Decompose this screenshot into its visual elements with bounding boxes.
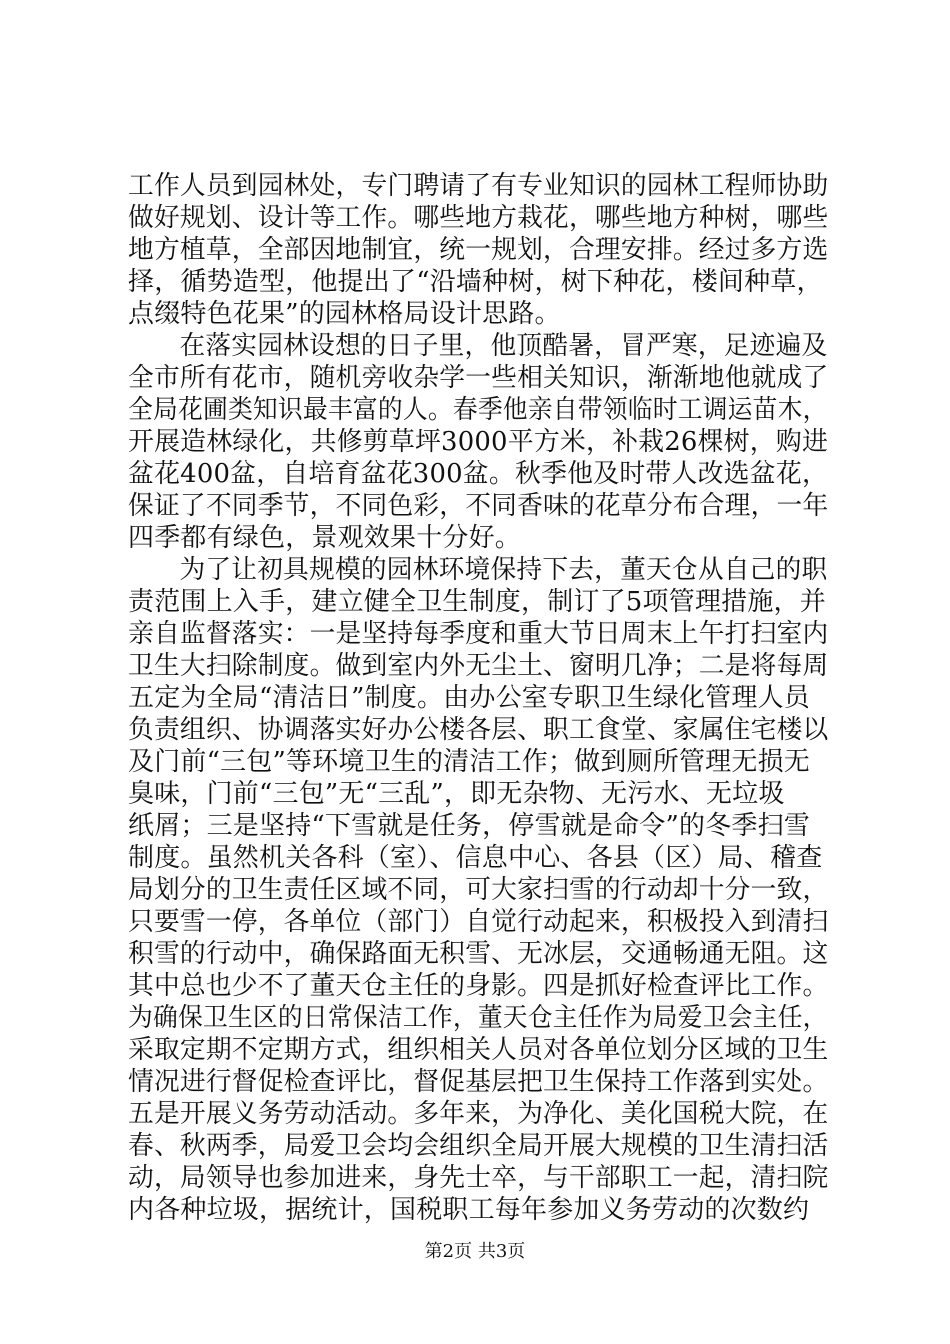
text-line: 卫生大扫除制度。做到室内外无尘土、窗明几净；二是将每周 bbox=[128, 651, 829, 681]
text-line: 只要雪一停，各单位（部门）自觉行动起来，积极投入到清扫 bbox=[128, 907, 829, 937]
text-line: 臭味，门前“三包”无“三乱”，即无杂物、无污水、无垃圾 bbox=[128, 779, 785, 809]
text-line: 地方植草，全部因地制宜，统一规划，合理安排。经过多方选 bbox=[128, 235, 829, 265]
text-line: 负责组织、协调落实好办公楼各层、职工食堂、家属住宅楼以 bbox=[128, 715, 829, 745]
text-line: 责范围上入手，建立健全卫生制度，制订了5项管理措施，并 bbox=[128, 587, 826, 617]
text-line: 情况进行督促检查评比，督促基层把卫生保持工作落到实处。 bbox=[128, 1067, 829, 1097]
text-line: 及门前“三包”等环境卫生的清洁工作；做到厕所管理无损无 bbox=[128, 747, 810, 777]
text-line: 内各种垃圾，据统计，国税职工每年参加义务劳动的次数约 bbox=[128, 1195, 810, 1225]
text-line: 纸屑；三是坚持“下雪就是任务，停雪就是命令”的冬季扫雪 bbox=[128, 811, 810, 841]
text-line: 局划分的卫生责任区域不同，可大家扫雪的行动却十分一致， bbox=[128, 875, 829, 905]
text-line: 工作人员到园林处，专门聘请了有专业知识的园林工程师协助 bbox=[128, 171, 829, 201]
text-line: 亲自监督落实：一是坚持每季度和重大节日周末上午打扫室内 bbox=[128, 619, 829, 649]
text-line: 全局花圃类知识最丰富的人。春季他亲自带领临时工调运苗木， bbox=[128, 395, 828, 425]
text-line: 盆花400盆，自培育盆花300盆。秋季他及时带人改选盆花， bbox=[128, 459, 829, 489]
text-line: 为了让初具规模的园林环境保持下去，董天仓从自己的职 bbox=[179, 555, 828, 585]
body-text bbox=[128, 170, 828, 1226]
text-line: 开展造林绿化，共修剪草坪3000平方米，补栽26棵树，购进 bbox=[128, 427, 829, 457]
text-line: 在落实园林设想的日子里，他顶酷暑，冒严寒，足迹遍及 bbox=[179, 331, 828, 361]
text-line: 动，局领导也参加进来，身先士卒，与干部职工一起，清扫院 bbox=[128, 1163, 829, 1193]
text-line: 积雪的行动中，确保路面无积雪、无冰层，交通畅通无阻。这 bbox=[128, 939, 829, 969]
text-line: 择，循势造型，他提出了“沿墙种树，树下种花，楼间种草， bbox=[128, 267, 823, 297]
text-line: 四季都有绿色，景观效果十分好。 bbox=[128, 523, 522, 553]
text-line: 春、秋两季，局爱卫会均会组织全局开展大规模的卫生清扫活 bbox=[128, 1131, 829, 1161]
text-line: 保证了不同季节，不同色彩，不同香味的花草分布合理，一年 bbox=[128, 491, 829, 521]
text-line: 为确保卫生区的日常保洁工作，董天仓主任作为局爱卫会主任， bbox=[128, 1003, 828, 1033]
text-line: 做好规划、设计等工作。哪些地方栽花，哪些地方种树，哪些 bbox=[128, 203, 829, 233]
text-line: 五定为全局“清洁日”制度。由办公室专职卫生绿化管理人员 bbox=[128, 683, 810, 713]
text-line: 采取定期不定期方式，组织相关人员对各单位划分区域的卫生 bbox=[128, 1035, 829, 1065]
text-line: 制度。虽然机关各科（室）、信息中心、各县（区）局、稽查 bbox=[128, 843, 823, 873]
text-line: 全市所有花市，随机旁收杂学一些相关知识，渐渐地他就成了 bbox=[128, 363, 829, 393]
text-line: 五是开展义务劳动活动。多年来，为净化、美化国税大院，在 bbox=[128, 1099, 829, 1129]
text-line: 其中总也少不了董天仓主任的身影。四是抓好检查评比工作。 bbox=[128, 971, 829, 1001]
text-line: 点缀特色花果”的园林格局设计思路。 bbox=[128, 299, 561, 329]
page-footer: 第2页 共3页 bbox=[424, 1241, 526, 1262]
